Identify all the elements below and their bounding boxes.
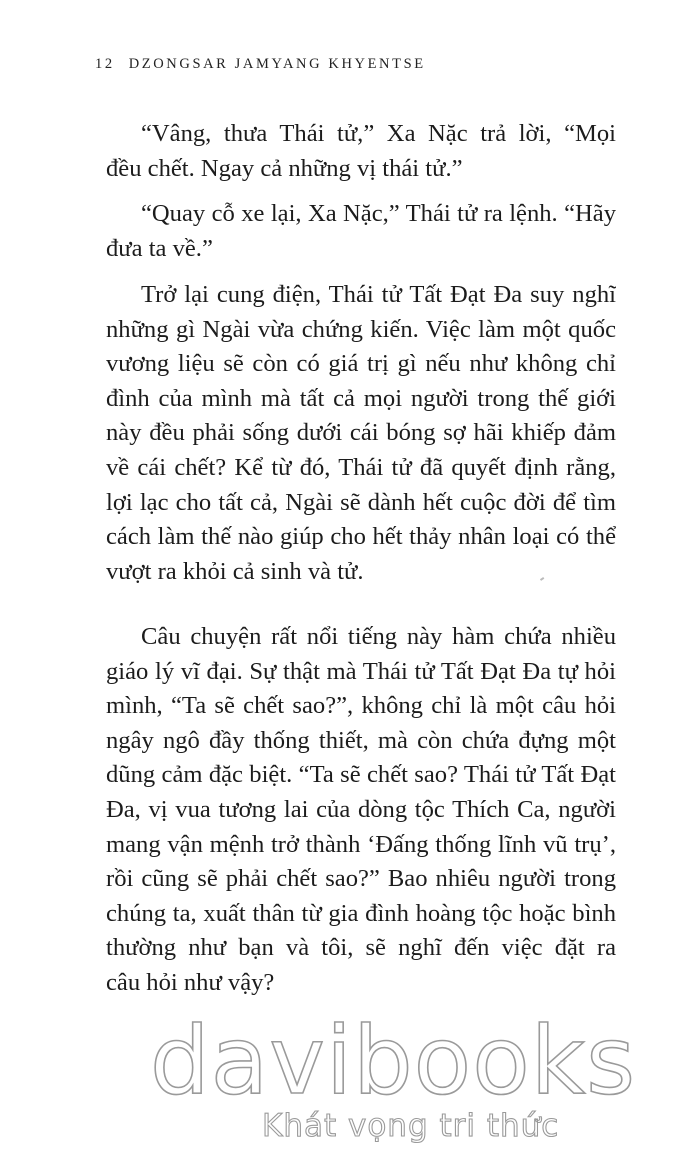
text-line: mình, “Ta sẽ chết sao?”, không chỉ là một câu hỏi	[106, 692, 616, 720]
text-line: lợi lạc cho tất cả, Ngài sẽ dành hết cuộc đời để tìm	[106, 488, 616, 516]
text-line: này đều phải sống dưới cái bóng sợ hãi khiếp đảm	[106, 419, 616, 447]
text-line: đều chết. Ngay cả những vị thái tử.”	[106, 154, 463, 182]
watermark-brand: davibooks	[150, 1007, 637, 1116]
text-line: “Vâng, thưa Thái tử,” Xa Nặc trả lời, “Mọi	[141, 120, 616, 147]
text-line: giáo lý vĩ đại. Sự thật mà Thái tử Tất Đạt Đa tự hỏi	[106, 657, 616, 685]
text-line: vương liệu sẽ còn có giá trị gì nếu như không chỉ	[106, 350, 616, 378]
text-line: mang vận mệnh trở thành ‘Đấng thống lĩnh vũ trụ’,	[106, 830, 616, 858]
author-name: DZONGSAR JAMYANG KHYENTSE	[128, 56, 426, 72]
paragraph-1	[106, 117, 616, 186]
text-line: đình của mình mà tất cả mọi người trong thế giới	[106, 384, 616, 412]
text-line: vượt ra khỏi cả sinh và tử.	[106, 557, 364, 585]
page-number: 12	[95, 56, 115, 72]
paragraph-4	[106, 620, 616, 1001]
text-line: Trở lại cung điện, Thái tử Tất Đạt Đa suy nghĩ	[141, 281, 616, 308]
text-line: về cái chết? Kể từ đó, Thái tử đã quyết định rằng,	[106, 453, 616, 481]
watermark-tagline: Khát vọng tri thức	[262, 1108, 560, 1144]
paragraph-3	[106, 278, 616, 589]
paragraph-2	[106, 197, 616, 266]
text-line: Câu chuyện rất nổi tiếng này hàm chứa nhiều	[141, 623, 616, 650]
text-line: thường như bạn và tôi, sẽ nghĩ đến việc đặt ra	[106, 934, 616, 962]
text-line: câu hỏi như vậy?	[106, 968, 275, 996]
text-line: Đa, vị vua tương lai của dòng tộc Thích Ca, người	[106, 795, 616, 823]
text-line: những gì Ngài vừa chứng kiến. Việc làm một quốc	[106, 315, 616, 343]
text-line: dũng cảm đặc biệt. “Ta sẽ chết sao? Thái tử Tất Đạt	[106, 761, 616, 789]
text-line: cách làm thế nào giúp cho hết thảy nhân loại có thể	[106, 523, 616, 551]
text-line: ngây ngô đầy thống thiết, mà còn chứa đựng một	[106, 726, 616, 754]
text-line: “Quay cỗ xe lại, Xa Nặc,” Thái tử ra lệnh. “Hãy	[141, 200, 616, 227]
text-line: đưa ta về.”	[106, 234, 213, 262]
text-line: chúng ta, xuất thân từ gia đình hoàng tộc hoặc bình	[106, 899, 616, 927]
text-line: rồi cũng sẽ phải chết sao?” Bao nhiêu người trong	[106, 865, 616, 893]
running-header	[95, 56, 426, 73]
